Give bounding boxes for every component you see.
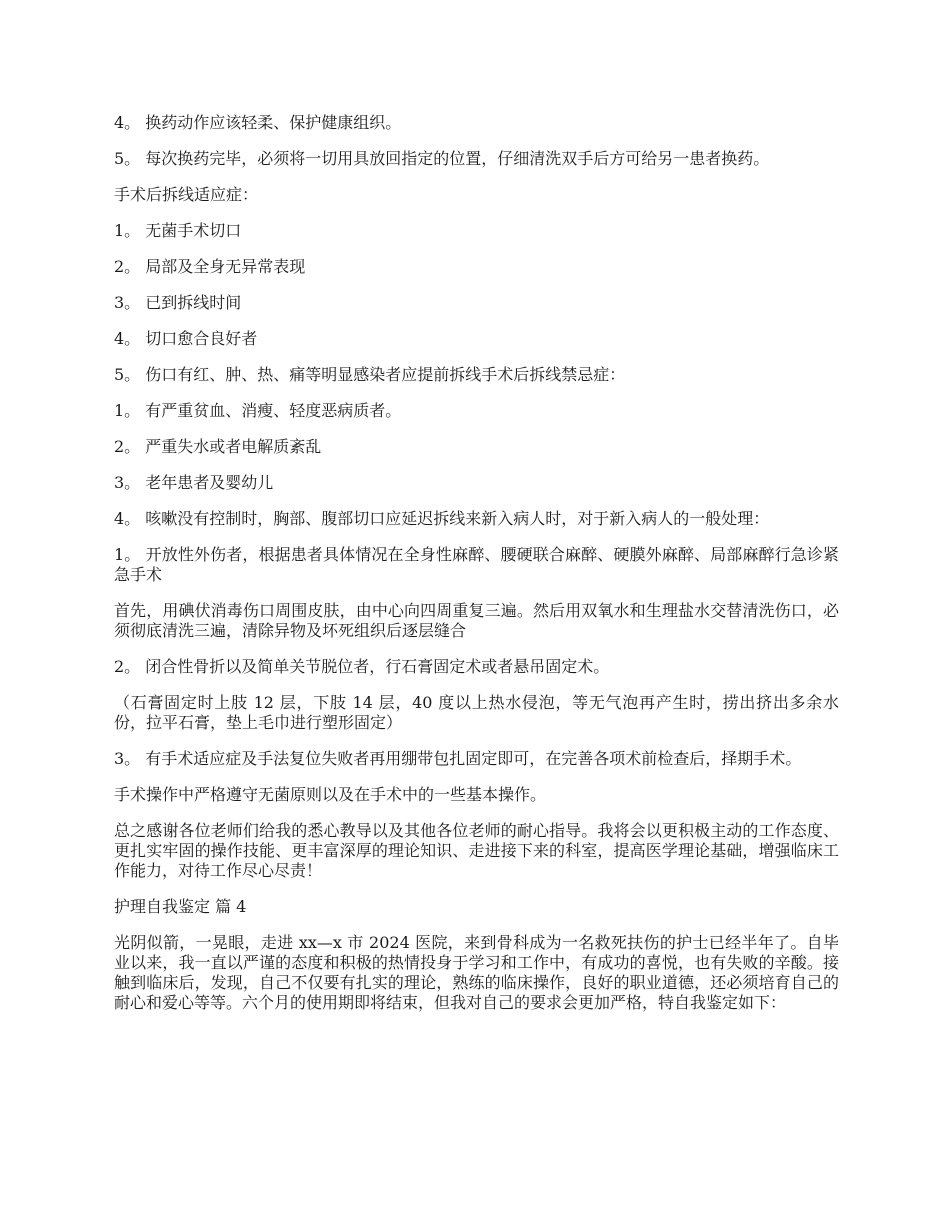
list-item: 4。 咳嗽没有控制时，胸部、腹部切口应延迟拆线来新入病人时，对于新入病人的一般处理： [114, 509, 770, 528]
list-item: 1。 无菌手术切口 [114, 221, 242, 240]
list-item: 3。 有手术适应症及手法复位失败者再用绷带包扎固定即可，在完善各项术前检查后，择期手术。 [114, 749, 802, 768]
list-item: 2。 闭合性骨折以及简单关节脱位者，行石膏固定术或者悬吊固定术。 [114, 657, 610, 676]
section-heading: 护理自我鉴定 篇 4 [114, 897, 247, 916]
paragraph: 总之感谢各位老师们给我的悉心教导以及其他各位老师的耐心指导。我将会以更积极主动的工作态度、更扎实牢固的操作技能、更丰富深厚的理论知识、走进接下来的科室，提高医学理论基础，增强临床工作能力，对待工作尽心尽责！ [114, 821, 839, 880]
paragraph: 4。 换药动作应该轻柔、保护健康组织。 [114, 113, 402, 132]
list-item: 3。 已到拆线时间 [114, 293, 242, 312]
list-item: 1。 开放性外伤者，根据患者具体情况在全身性麻醉、腰硬联合麻醉、硬膜外麻醉、局部麻醉行急诊紧急手术 [114, 545, 839, 584]
list-item: 1。 有严重贫血、消瘦、轻度恶病质者。 [114, 401, 402, 420]
document-body [114, 113, 839, 1029]
paragraph: 光阴似箭，一晃眼，走进 xx—x 市 2024 医院，来到骨科成为一名救死扶伤的护士已经半年了。自毕业以来，我一直以严谨的态度和积极的热情投身于学习和工作中，有成功的喜悦，也有失败的辛酸。接触到临床后，发现，自己不仅要有扎实的理论，熟练的临床操作，良好的职业道德，还必须培育自己的耐心和爱心等等。六个月的使用期即将结束，但我对自己的要求会更加严格，特自我鉴定如下： [114, 933, 839, 1012]
paragraph: 首先，用碘伏消毒伤口周围皮肤，由中心向四周重复三遍。然后用双氧水和生理盐水交替清洗伤口，必须彻底清洗三遍，清除异物及坏死组织后逐层缝合 [114, 601, 839, 640]
list-item: 2。 局部及全身无异常表现 [114, 257, 306, 276]
paragraph: （石膏固定时上肢 12 层，下肢 14 层，40 度以上热水侵泡，等无气泡再产生时，捞出挤出多余水份，拉平石膏，垫上毛巾进行塑形固定） [114, 693, 839, 732]
list-item: 4。 切口愈合良好者 [114, 329, 258, 348]
list-item: 5。 伤口有红、肿、热、痛等明显感染者应提前拆线手术后拆线禁忌症： [114, 365, 626, 384]
list-item: 2。 严重失水或者电解质紊乱 [114, 437, 322, 456]
list-item: 3。 老年患者及婴幼儿 [114, 473, 274, 492]
paragraph: 5。 每次换药完毕，必须将一切用具放回指定的位置，仔细清洗双手后方可给另一患者换药。 [114, 149, 770, 168]
section-heading: 手术后拆线适应症： [114, 185, 259, 204]
paragraph: 手术操作中严格遵守无菌原则以及在手术中的一些基本操作。 [114, 785, 547, 804]
